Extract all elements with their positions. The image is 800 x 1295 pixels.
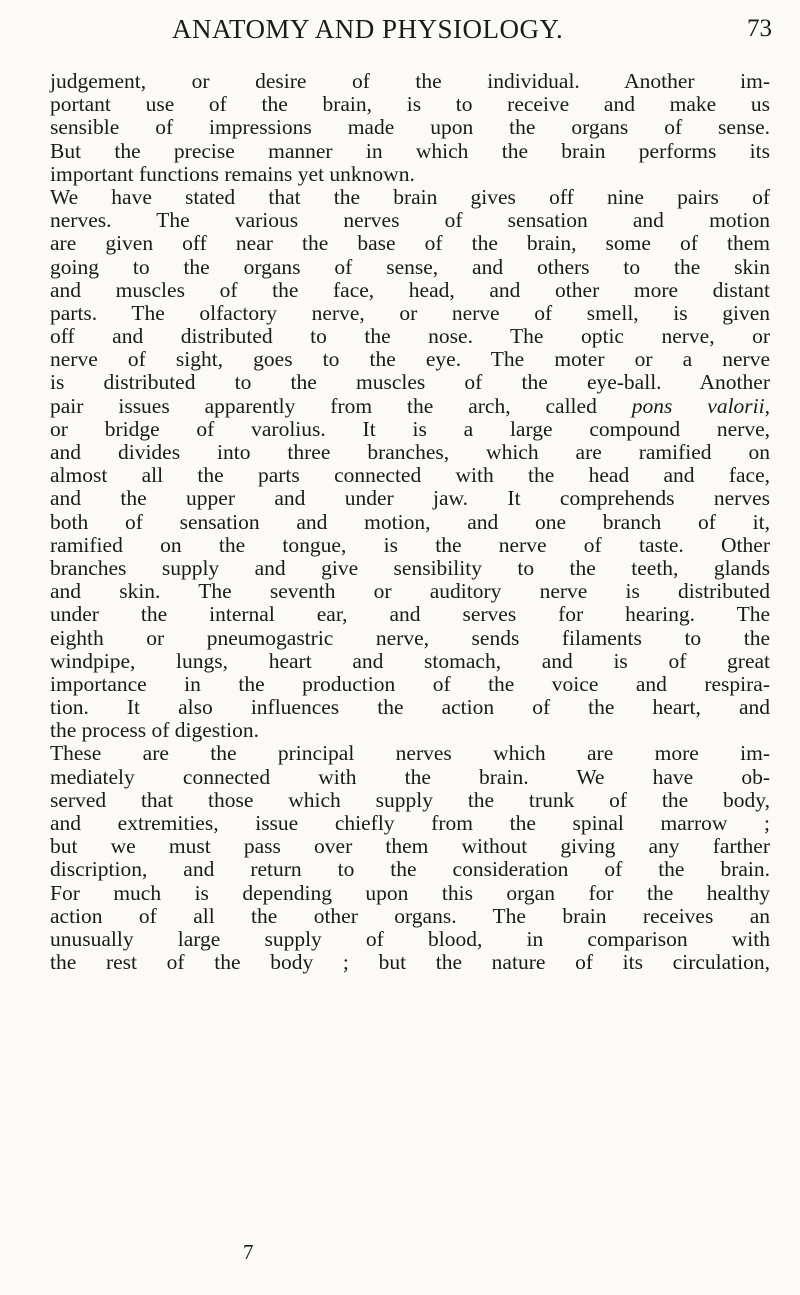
text-line: and divides into three branches, which are ramified on bbox=[50, 440, 770, 464]
text-line: sensible of impressions made upon the organs of sense. bbox=[50, 115, 770, 140]
text-line: judgement, or desire of the individual. Another im- bbox=[50, 69, 770, 93]
text-line-with-italic bbox=[50, 395, 770, 418]
page-header bbox=[0, 14, 800, 46]
text-line: parts. The olfactory nerve, or nerve of smell, is given bbox=[50, 300, 770, 325]
text-line: windpipe, lungs, heart and stomach, and is of great bbox=[50, 648, 770, 673]
text-line: unusually large supply of blood, in comparison with bbox=[50, 926, 770, 951]
running-head: ANATOMY AND PHYSIOLOGY. bbox=[172, 14, 564, 44]
text-line: discription, and return to the consideration of the brain. bbox=[50, 857, 770, 882]
text-line: both of sensation and motion, and one branch of it, bbox=[50, 509, 770, 534]
body-text bbox=[50, 70, 770, 974]
text-line: eighth or pneumogastric nerve, sends filaments to the bbox=[50, 625, 770, 650]
text-line: or bridge of varolius. It is a large compound nerve, bbox=[50, 416, 770, 441]
text-line: is distributed to the muscles of the eye-ball. Another bbox=[50, 370, 770, 395]
text-line: and the upper and under jaw. It comprehends nerves bbox=[50, 486, 770, 511]
text-line: almost all the parts connected with the head and face, bbox=[50, 463, 770, 488]
text-line: importance in the production of the voice and respira- bbox=[50, 671, 770, 696]
text-line: These are the principal nerves which are more im- bbox=[50, 741, 770, 766]
text-line: mediately connected with the brain. We have ob- bbox=[50, 764, 770, 789]
text-line: But the precise manner in which the brain performs its bbox=[50, 138, 770, 163]
text-line: and muscles of the face, head, and other more distant bbox=[50, 277, 770, 302]
text-line: and extremities, issue chiefly from the spinal marrow ; bbox=[50, 811, 770, 835]
text-line: but we must pass over them without giving any farther bbox=[50, 834, 770, 859]
text-line: under the internal ear, and serves for hearing. The bbox=[50, 602, 770, 627]
text-line: We have stated that the brain gives off nine pairs of bbox=[50, 184, 770, 209]
text-line: tion. It also influences the action of the heart, and bbox=[50, 695, 770, 720]
page-number: 73 bbox=[747, 15, 772, 42]
text-line: For much is depending upon this organ for the healthy bbox=[50, 880, 770, 905]
text-line: action of all the other organs. The brain receives an bbox=[50, 903, 770, 928]
text-line: important functions remains yet unknown. bbox=[50, 161, 415, 186]
text-line: portant use of the brain, is to receive and make us bbox=[50, 92, 770, 117]
text-line: are given off near the base of the brain, some of them bbox=[50, 231, 770, 256]
text-line: served that those which supply the trunk of the body, bbox=[50, 787, 770, 812]
text-line: the rest of the body ; but the nature of its circulation, bbox=[50, 950, 770, 975]
text-line: nerve of sight, goes to the eye. The moter or a nerve bbox=[50, 347, 770, 372]
text-line: going to the organs of sense, and others to the skin bbox=[50, 254, 770, 279]
text-line: the process of digestion. bbox=[50, 718, 259, 743]
text-fragment: pair issues apparently from the arch, called bbox=[50, 393, 632, 418]
signature-mark: 7 bbox=[243, 1240, 254, 1264]
text-line: and skin. The seventh or auditory nerve is distributed bbox=[50, 579, 770, 604]
text-line: ramified on the tongue, is the nerve of taste. Other bbox=[50, 532, 770, 557]
text-line: off and distributed to the nose. The optic nerve, or bbox=[50, 324, 770, 349]
italic-term: pons valorii, bbox=[631, 393, 770, 418]
text-line: nerves. The various nerves of sensation and motion bbox=[50, 208, 770, 233]
text-line: branches supply and give sensibility to the teeth, glands bbox=[50, 555, 770, 580]
